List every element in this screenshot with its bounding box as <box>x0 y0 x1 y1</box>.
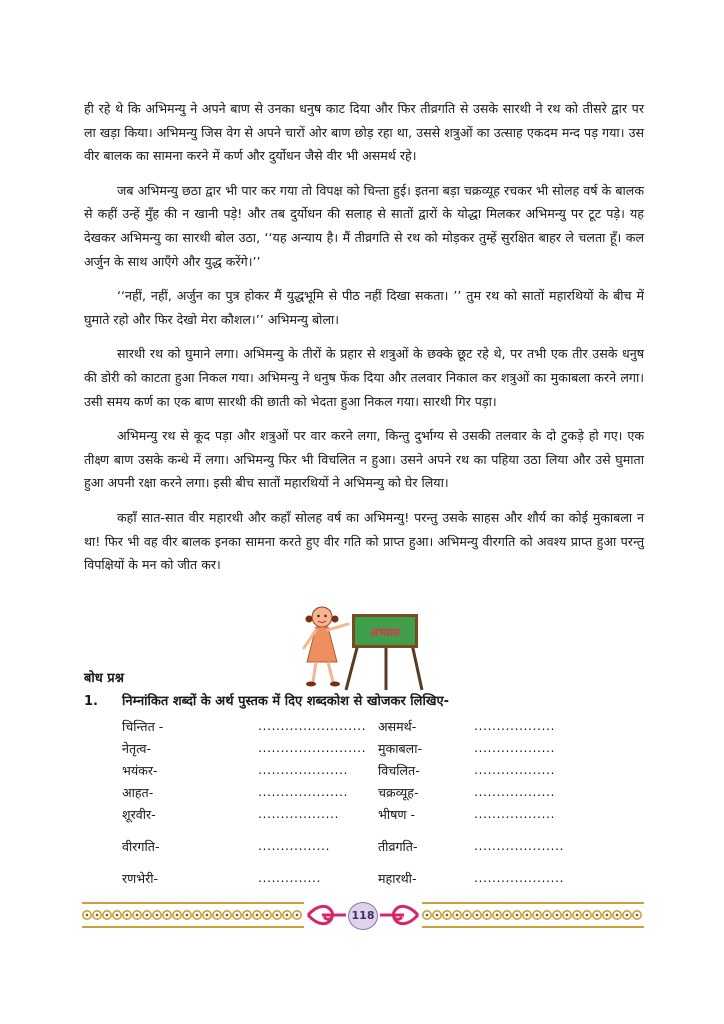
page-number: 118 <box>348 902 378 930</box>
word-row <box>122 740 592 762</box>
girl-pigtail <box>332 616 339 623</box>
answer-blank: .................. <box>474 740 556 755</box>
board-label: अभ्यास <box>370 626 400 639</box>
answer-blank: .................. <box>474 762 556 777</box>
word: भयंकर- <box>122 763 158 778</box>
section-title: बोध प्रश्न <box>84 671 124 686</box>
footer-border <box>82 900 644 930</box>
girl-pigtail <box>306 616 313 623</box>
word: चक्रव्यूह- <box>378 785 419 800</box>
girl-head <box>312 607 332 627</box>
word-row <box>122 718 592 740</box>
word: चिन्तित - <box>122 719 164 734</box>
story-text <box>84 97 644 588</box>
answer-blank: .................. <box>474 784 556 799</box>
pink-scroll-right <box>380 906 418 923</box>
word: महारथी- <box>378 871 417 886</box>
answer-blank: .............. <box>258 870 322 885</box>
girl-dress <box>307 627 337 662</box>
pink-scroll-left <box>308 906 346 923</box>
word: असमर्थ- <box>378 719 417 734</box>
story-paragraph: जब अभिमन्यु छठा द्वार भी पार कर गया तो विपक्ष को चिन्ता हुई। इतना बड़ा चक्रव्यूह रचकर भी सोलह वर्ष के बालक से कहीं उन्हें मुँह की न खानी पड़े! और तब दुर्योधन की सलाह से सातों द्वारों के योद्धा मिलकर अभिमन्यु पर टूट पड़े। यह देखकर अभिमन्यु का सारथी बोल उठा, ‘‘यह अन्याय है। मैं तीव्रगति से रथ को मोड़कर तुम्हें सुरक्षित बाहर ले चलता हूँ। कल अर्जुन के साथ आएँगे और युद्ध करेंगे।’’ <box>84 182 644 269</box>
question-number: 1. <box>84 694 98 709</box>
answer-blank: .................... <box>258 784 349 799</box>
answer-blank: .................. <box>474 806 556 821</box>
question-text: निम्नांकित शब्दों के अर्थ पुस्तक में दिए शब्दकोश से खोजकर लिखिए- <box>122 694 450 709</box>
word: वीरगति- <box>122 839 160 854</box>
word: मुकाबला- <box>378 741 423 756</box>
word: विचलित- <box>378 763 420 778</box>
answer-blank: .................... <box>474 838 565 853</box>
comprehension-questions <box>84 668 644 714</box>
word-row <box>122 762 592 784</box>
gold-pattern-right <box>422 903 644 927</box>
story-paragraph: अभिमन्यु रथ से कूद पड़ा और शत्रुओं पर वार करने लगा, किन्तु दुर्भाग्य से उसकी तलवार के दो टुकड़े हो गए। एक तीक्ष्ण बाण उसके कन्धे में लगा। अभिमन्यु फिर भी विचलित न हुआ। उसने अपने रथ का पहिया उठा लिया और उसे घुमाता हुआ अपनी रक्षा करने लगा। इसी बीच सातों महारथियों ने अभिमन्यु को घेर लिया। <box>84 428 644 491</box>
word: शूरवीर- <box>122 807 156 822</box>
gold-pattern-left <box>82 903 304 927</box>
word: भीषण - <box>378 807 416 822</box>
answer-blank: .................. <box>258 806 340 821</box>
word-row <box>122 806 592 838</box>
word-row <box>122 838 592 870</box>
word-row <box>122 870 592 892</box>
girl-arm <box>328 624 348 630</box>
story-paragraph: कहाँ सात-सात वीर महारथी और कहाँ सोलह वर्ष का अभिमन्यु! परन्तु उसके साहस और शौर्य का कोई मुकाबला न था! फिर भी वह वीर बालक इनका सामना करते हुए वीर गति को प्राप्त हुआ। अभिमन्यु वीरगति को अवश्य प्राप्त हुआ परन्तु विपक्षियों के मन को जीत कर। <box>84 509 644 573</box>
story-paragraph: ‘‘नहीं, नहीं, अर्जुन का पुत्र होकर मैं युद्धभूमि से पीठ नहीं दिखा सकता। ’’ तुम रथ को सातों महारथियों के बीच में घुमाते रहो और फिर देखो मेरा कौशल।’’ अभिमन्यु बोला। <box>84 288 644 327</box>
answer-blank: .................... <box>258 762 349 777</box>
word: रणभेरी- <box>122 871 159 886</box>
girl-eye <box>317 615 319 617</box>
answer-blank: .................. <box>474 718 556 733</box>
answer-blank: ........................ <box>258 718 367 733</box>
word: तीव्रगति- <box>378 839 418 854</box>
story-paragraph: ही रहे थे कि अभिमन्यु ने अपने बाण से उनका धनुष काट दिया और फिर तीव्रगति से उसके सारथी ने रथ को तीसरे द्वार पर ला खड़ा किया। अभिमन्यु जिस वेग से अपने चारों ओर बाण छोड़ रहा था, उससे शत्रुओं का उत्साह एकदम मन्द पड़ गया। उस वीर बालक का सामना करने में कर्ण और दुर्योधन जैसे वीर भी असमर्थ रहे। <box>84 101 644 164</box>
word: नेतृत्व- <box>122 741 152 756</box>
answer-blank: .................... <box>474 870 565 885</box>
question-1 <box>84 690 644 714</box>
word-meaning-table <box>122 718 592 892</box>
answer-blank: ................ <box>258 838 331 853</box>
word-row <box>122 784 592 806</box>
girl-eye <box>324 615 326 617</box>
story-paragraph: सारथी रथ को घुमाने लगा। अभिमन्यु के तीरों के प्रहार से शत्रुओं के छक्के छूट रहे थे, पर तभी एक तीर उसके धनुष की डोरी को काटता हुआ निकल गया। अभिमन्यु ने धनुष फेंक दिया और तलवार निकाल कर शत्रुओं का मुकाबला करने लगा। उसी समय कर्ण का एक बाण सारथी की छाती को भेदता हुआ निकल गया। सारथी गिर पड़ा। <box>84 346 644 409</box>
answer-blank: ........................ <box>258 740 367 755</box>
word: आहत- <box>122 785 154 800</box>
